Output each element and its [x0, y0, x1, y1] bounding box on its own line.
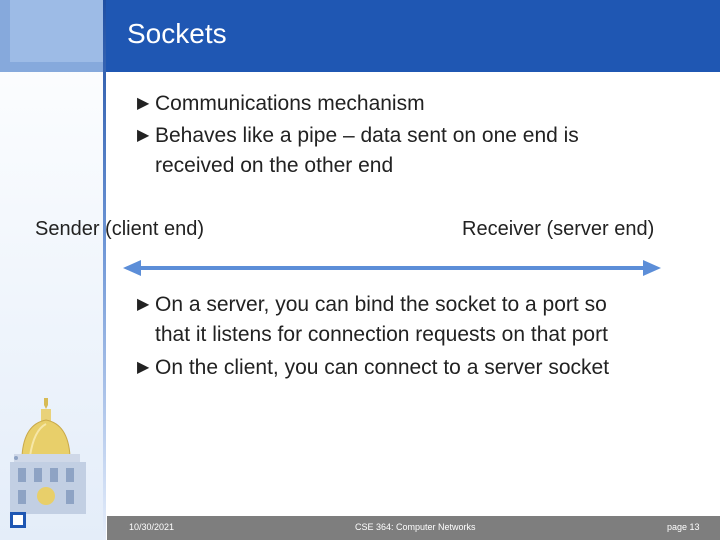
footer-course: CSE 364: Computer Networks [355, 522, 476, 532]
bullet-text: On a server, you can bind the socket to a port so [155, 293, 607, 316]
bullet-text: Communications mechanism [155, 92, 425, 115]
arrow-head-right [643, 260, 661, 276]
bullet-text: On the client, you can connect to a server socket [155, 356, 610, 379]
bullet-text: Behaves like a pipe – data sent on one end is [155, 124, 579, 147]
slide-title: Sockets [127, 18, 227, 49]
double-arrow [123, 260, 661, 276]
triangle-right-icon: ▶ [137, 127, 150, 144]
triangle-right-icon: ▶ [137, 95, 150, 112]
bullet-item [137, 352, 610, 383]
triangle-right-icon: ▶ [137, 296, 150, 313]
receiver-label: Receiver (server end) [462, 218, 655, 240]
bullet-text-continued: received on the other end [155, 154, 394, 177]
arrow-head-left [123, 260, 141, 276]
bullet-text-continued: that it listens for connection requests on that port [155, 323, 608, 346]
triangle-right-icon: ▶ [137, 359, 150, 376]
bullet-item [137, 289, 607, 320]
footer-page-number: page 13 [667, 522, 700, 532]
footer-bar [107, 516, 720, 540]
corner-square-inner [13, 515, 23, 525]
sender-label: Sender (client end) [35, 218, 204, 240]
golden-dome-icon [10, 398, 86, 514]
footer-date: 10/30/2021 [129, 522, 175, 532]
